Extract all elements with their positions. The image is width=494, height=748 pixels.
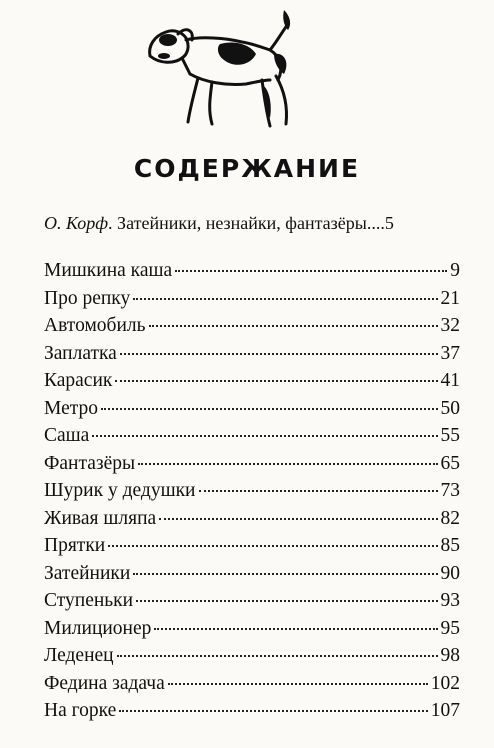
toc-leader-dots: [154, 628, 437, 630]
toc-entry: [44, 395, 460, 423]
toc-leader-dots: [138, 463, 437, 465]
toc-entry-page: 73: [440, 480, 460, 501]
toc-entry-title: Карасик: [44, 370, 113, 391]
toc-leader-dots: [119, 710, 427, 712]
toc-entry-title: Ступеньки: [44, 590, 134, 611]
intro-title: . Затейники, незнайки, фантазёры: [108, 213, 367, 233]
toc-entry: [44, 587, 460, 615]
toc-leader-dots: [108, 545, 437, 547]
toc-entry: [44, 257, 460, 285]
toc-entry: [44, 340, 460, 368]
toc-entry-title: Заплатка: [44, 342, 117, 364]
toc-entry-page: 65: [440, 452, 460, 474]
toc-leader-dots: [199, 490, 438, 492]
toc-entry-title: Мишкина каша: [44, 260, 173, 281]
dog-illustration: [138, 10, 310, 138]
toc-entry-title: Затейники: [44, 562, 131, 584]
table-of-contents: [44, 257, 460, 725]
intro-author: О. Корф: [44, 213, 109, 233]
toc-entry-title: Про репку: [44, 287, 131, 309]
toc-entry: [44, 670, 460, 698]
toc-entry: [44, 560, 460, 588]
toc-leader-dots: [159, 518, 437, 520]
toc-entry-page: 55: [440, 425, 460, 446]
toc-entry-page: 82: [440, 507, 460, 529]
toc-entry-title: Живая шляпа: [44, 507, 157, 529]
toc-entry-page: 37: [440, 342, 460, 364]
toc-entry-page: 21: [440, 287, 460, 309]
toc-entry-page: 85: [440, 535, 460, 556]
toc-entry-title: Леденец: [44, 645, 114, 666]
toc-leader-dots: [136, 600, 437, 602]
toc-entry-page: 95: [440, 617, 460, 639]
toc-entry-title: Саша: [44, 425, 90, 446]
toc-entry: [44, 505, 460, 533]
toc-entry-page: 9: [450, 260, 460, 281]
toc-entry-title: Федина задача: [44, 672, 165, 694]
toc-leader-dots: [101, 408, 438, 410]
toc-entry-page: 50: [440, 397, 460, 419]
toc-entry-title: Фантазёры: [44, 452, 136, 474]
toc-entry: [44, 450, 460, 478]
toc-leader-dots: [133, 573, 437, 575]
intro-page-number: 5: [384, 213, 394, 233]
intro-dots: ....: [366, 213, 385, 233]
toc-entry-page: 32: [440, 315, 460, 336]
toc-entry-title: Метро: [44, 397, 98, 419]
toc-entry: [44, 477, 460, 505]
toc-entry-title: На горке: [44, 700, 117, 721]
toc-entry: [44, 697, 460, 725]
toc-leader-dots: [149, 325, 438, 327]
toc-entry: [44, 422, 460, 450]
toc-entry-title: Прятки: [44, 535, 106, 556]
toc-entry: [44, 367, 460, 395]
toc-leader-dots: [133, 298, 437, 300]
toc-entry: [44, 532, 460, 560]
toc-entry-page: 98: [440, 645, 460, 666]
toc-leader-dots: [168, 683, 428, 685]
toc-entry-title: Автомобиль: [44, 315, 146, 336]
toc-entry: [44, 285, 460, 313]
toc-leader-dots: [115, 380, 437, 382]
toc-leader-dots: [117, 655, 438, 657]
toc-leader-dots: [92, 435, 437, 437]
toc-entry: [44, 312, 460, 340]
toc-leader-dots: [175, 270, 447, 272]
intro-entry: [44, 212, 460, 234]
toc-entry-page: 107: [430, 700, 460, 721]
toc-leader-dots: [120, 353, 438, 355]
toc-entry-title: Шурик у дедушки: [44, 480, 196, 501]
toc-entry: [44, 615, 460, 643]
toc-entry-page: 102: [430, 672, 460, 694]
toc-entry: [44, 642, 460, 670]
toc-entry-title: Милиционер: [44, 617, 152, 639]
toc-entry-page: 90: [440, 562, 460, 584]
toc-entry-page: 93: [440, 590, 460, 611]
toc-entry-page: 41: [440, 370, 460, 391]
page-title: СОДЕРЖАНИЕ: [133, 154, 361, 183]
